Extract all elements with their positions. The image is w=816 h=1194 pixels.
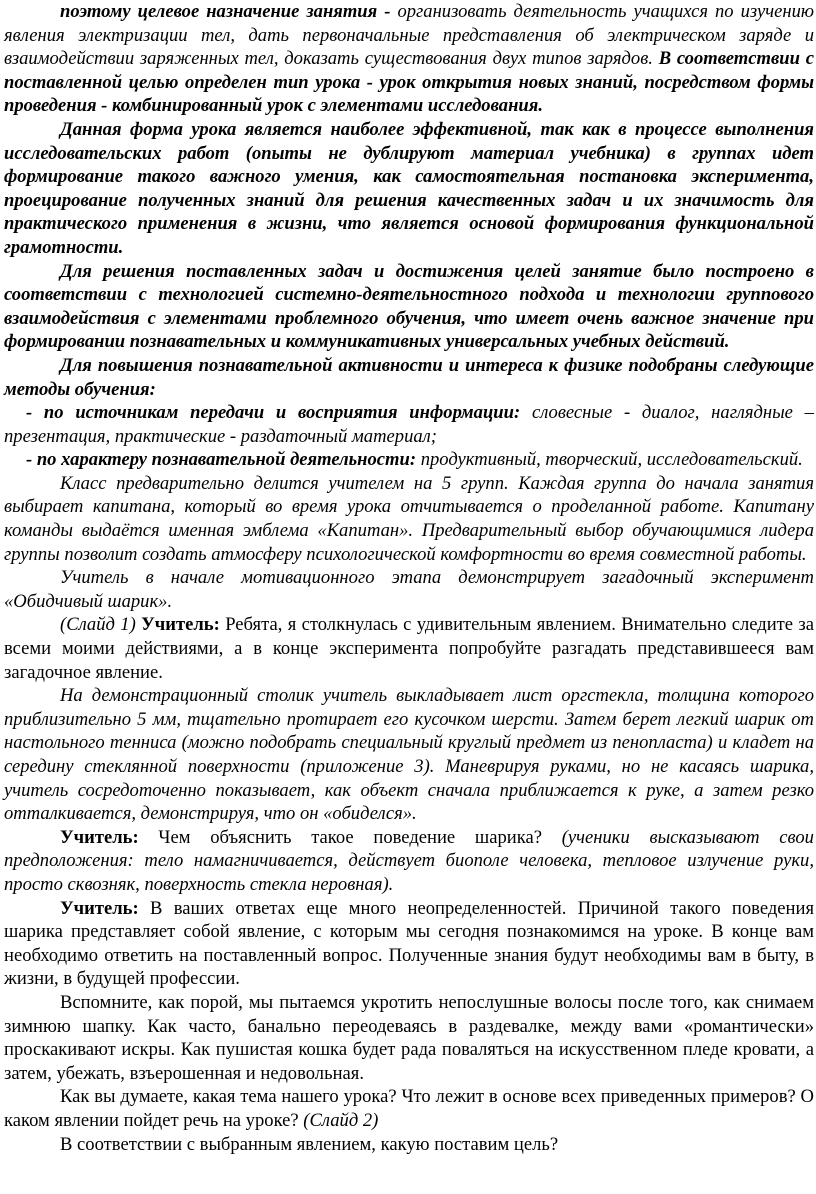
text-run: - по источникам передачи и восприятия информации: <box>26 402 532 424</box>
text-run: На демонстрационный столик учитель выкладывает лист оргстекла, толщина которого приблизительно 5 мм, тщательно протирает его кусочком шерсти. Затем берет легкий шарик от настольного тенниса (можно подобрать специальный круглый предмет из пенопласта) и кладет на середину стеклянной поверхности (приложение 3). Маневрируя руками, но не касаясь шарика, учитель сосредоточенно показывает, как объект сначала приближается к руке, а затем резко отталкивается, демонстрируя, что он «обиделся». <box>4 685 814 825</box>
text-run: Вспомните, как порой, мы пытаемся укротить непослушные волосы после того, как снимаем зимнюю шапку. Как часто, банально переодеваясь в раздевалке, между вами «романтически» проскакивают искры. Как пушистая кошка будет рада поваляться на искусственном пледе кровати, а затем, убежать, взъерошенная и недовольная. <box>4 991 814 1084</box>
paragraph-topic-question <box>4 1085 814 1132</box>
paragraph-slide-1 <box>4 613 814 684</box>
text-run: В соответствии с выбранным явлением, какую поставим цель? <box>60 1133 559 1155</box>
text-run: В соответствии с поставленной целью определен тип урока - урок открытия новых знаний, посредством формы проведения - комбинированный урок с элементами исследования. <box>4 48 814 117</box>
list-item-methods-source <box>4 401 814 448</box>
text-run: Ребята, я столкнулась с удивительным явлением. Внимательно следите за всеми моими действиями, а в конце эксперимента попробуйте разгадать представившееся вам загадочное явление. <box>4 614 815 683</box>
paragraph-examples <box>4 991 814 1085</box>
text-run: Для повышения познавательной активности и интереса к физике подобраны следующие методы обучения: <box>4 354 814 400</box>
text-run: (Слайд 1) <box>60 614 142 636</box>
text-run: словесные - диалог, наглядные – презентация, практические - раздаточный материал; <box>4 402 814 447</box>
text-run: (ученики высказывают свои предположения: тело намагничивается, действует биополе человека, тепловое излучение руки, просто сквозняк, поверхность стекла неровная). <box>4 826 814 895</box>
paragraph-teacher-answer <box>4 897 814 991</box>
text-run: продуктивный, творческий, исследовательский. <box>420 449 803 471</box>
paragraph-experiment-description <box>4 684 814 826</box>
speaker-label: Учитель: <box>60 897 139 919</box>
paragraph-teacher-question <box>4 826 814 897</box>
paragraph-technology <box>4 260 814 354</box>
paragraph-methods-intro <box>4 354 814 401</box>
paragraph-lesson-form <box>4 118 814 260</box>
text-run: (Слайд 2) <box>303 1109 379 1131</box>
text-run: Учитель в начале мотивационного этапа демонстрирует загадочный эксперимент «Обидчивый шарик». <box>4 567 814 612</box>
text-run: - по характеру познавательной деятельности: <box>26 449 421 471</box>
paragraph-goal <box>4 0 814 118</box>
speaker-label: Учитель: <box>141 614 220 636</box>
text-run: Как вы думаете, какая тема нашего урока? Что лежит в основе всех приведенных примеров? О каком явлении пойдет речь на уроке? <box>4 1086 814 1131</box>
text-run: Для решения поставленных задач и достижения целей занятие было построено в соответствии с технологией системно-деятельностного подхода и технологии группового взаимодействия с элементами проблемного обучения, что имеет очень важное значение при формировании познавательных и коммуникативных универсальных учебных действий. <box>4 260 814 353</box>
text-run: В ваших ответах еще много неопределенностей. Причиной такого поведения шарика представляет собой явление, с которым мы сегодня познакомимся на уроке. В конце вам необходимо ответить на поставленный вопрос. Полученные знания будут необходимы вам в быту, в жизни, в будущей профессии. <box>4 897 814 990</box>
text-run: поэтому целевое назначение занятия - <box>60 1 398 22</box>
paragraph-experiment-intro <box>4 566 814 613</box>
text-run: Чем объяснить такое поведение шарика? <box>138 826 562 848</box>
speaker-label: Учитель: <box>60 826 139 848</box>
paragraph-goal-question <box>4 1133 814 1157</box>
text-run: организовать деятельность учащихся по изучению явления электризации тел, дать первоначальные представления об электрическом заряде и взаимодействии заряженных тел, доказать существования двух типов зарядов. <box>4 1 814 70</box>
text-run: Класс предварительно делится учителем на 5 групп. Каждая группа до начала занятия выбирает капитана, который во время урока отчитывается о проделанной работе. Капитану команды выдаётся именная эмблема «Капитан». Предварительный выбор обучающимися лидера группы позволит создать атмосферу психологической комфортности во время совместной работы. <box>4 472 814 565</box>
list-item-methods-activity <box>4 448 814 472</box>
paragraph-groups <box>4 472 814 566</box>
text-run: Данная форма урока является наиболее эффективной, так как в процессе выполнения исследовательских работ (опыты не дублируют материал учебника) в группах идет формирование такого важного умения, как самостоятельная постановка эксперимента, проецирование полученных знаний для решения качественных задач и их значимость для практического применения в жизни, что является основой формирования функциональной грамотности. <box>4 118 814 258</box>
